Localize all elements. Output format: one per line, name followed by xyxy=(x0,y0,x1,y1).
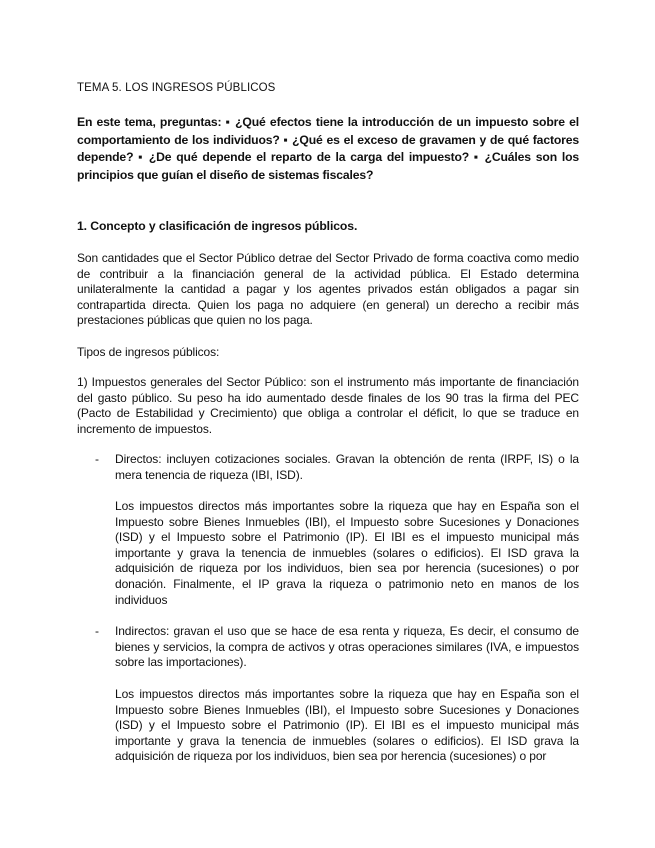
section-heading: 1. Concepto y clasificación de ingresos públicos. xyxy=(77,219,358,233)
page-title: TEMA 5. LOS INGRESOS PÚBLICOS xyxy=(77,82,276,94)
questions-paragraph: En este tema, preguntas: ▪ ¿Qué efectos tiene la introducción de un impuesto sobre el comportamiento de los individuos? ▪ ¿Qué es el exceso de gravamen y de qué factores depende? ▪ ¿De qué depende el reparto de la carga del impuesto? ▪ ¿Cuáles son los principios que guían el diseño de sistemas fiscales? xyxy=(77,115,579,182)
bullet-dash: - xyxy=(95,624,99,638)
bullet-text-indirectos: Indirectos: gravan el uso que se hace de esa renta y riqueza, Es decir, el consumo de bienes y servicios, la compra de activos y otras operaciones similares (IVA, e impuestos sobre las importaciones). xyxy=(115,624,579,670)
indirectos-detail-paragraph: Los impuestos directos más importantes sobre la riqueza que hay en España son el Impuesto sobre Bienes Inmuebles (IBI), el Impuesto sobre Sucesiones y Donaciones (ISD) y el Impuesto sobre el Patrimonio (IP). El IBI es el impuesto municipal más importante y grava la tenencia de inmuebles (solares o edificios). El ISD grava la adquisición de riqueza por los individuos, bien sea por herencia (sucesiones) o por xyxy=(115,687,579,764)
bullet-text-directos: Directos: incluyen cotizaciones sociales. Gravan la obtención de renta (IRPF, IS) o la mera tenencia de riqueza (IBI, ISD). xyxy=(115,452,579,482)
intro-paragraph: Son cantidades que el Sector Público detrae del Sector Privado de forma coactiva como medio de contribuir a la financiación general de la actividad pública. El Estado determina unilateralmente la cantidad a pagar y los agentes privados están obligados a pagar sin contrapartida directa. Quien los paga no adquiere (en general) un derecho a recibir más prestaciones públicas que quien no los paga. xyxy=(77,251,579,328)
item-1-paragraph: 1) Impuestos generales del Sector Público: son el instrumento más importante de financiación del gasto público. Su peso ha ido aumentado desde finales de los 90 tras la firma del PEC (Pacto de Estabilidad y Crecimiento) que obliga a controlar el déficit, lo que se traduce en incremento de impuestos. xyxy=(77,375,579,436)
directos-detail-paragraph: Los impuestos directos más importantes sobre la riqueza que hay en España son el Impuesto sobre Bienes Inmuebles (IBI), el Impuesto sobre Sucesiones y Donaciones (ISD) y el Impuesto sobre el Patrimonio (IP). El IBI es el impuesto municipal más importante y grava la tenencia de inmuebles (solares o edificios). El ISD grava la adquisición de riqueza por los individuos, bien sea por herencia (sucesiones) o por donación. Finalmente, el IP grava la riqueza o patrimonio neto en manos de los individuos xyxy=(115,499,579,607)
types-label: Tipos de ingresos públicos: xyxy=(77,345,220,359)
bullet-dash: - xyxy=(95,452,99,466)
